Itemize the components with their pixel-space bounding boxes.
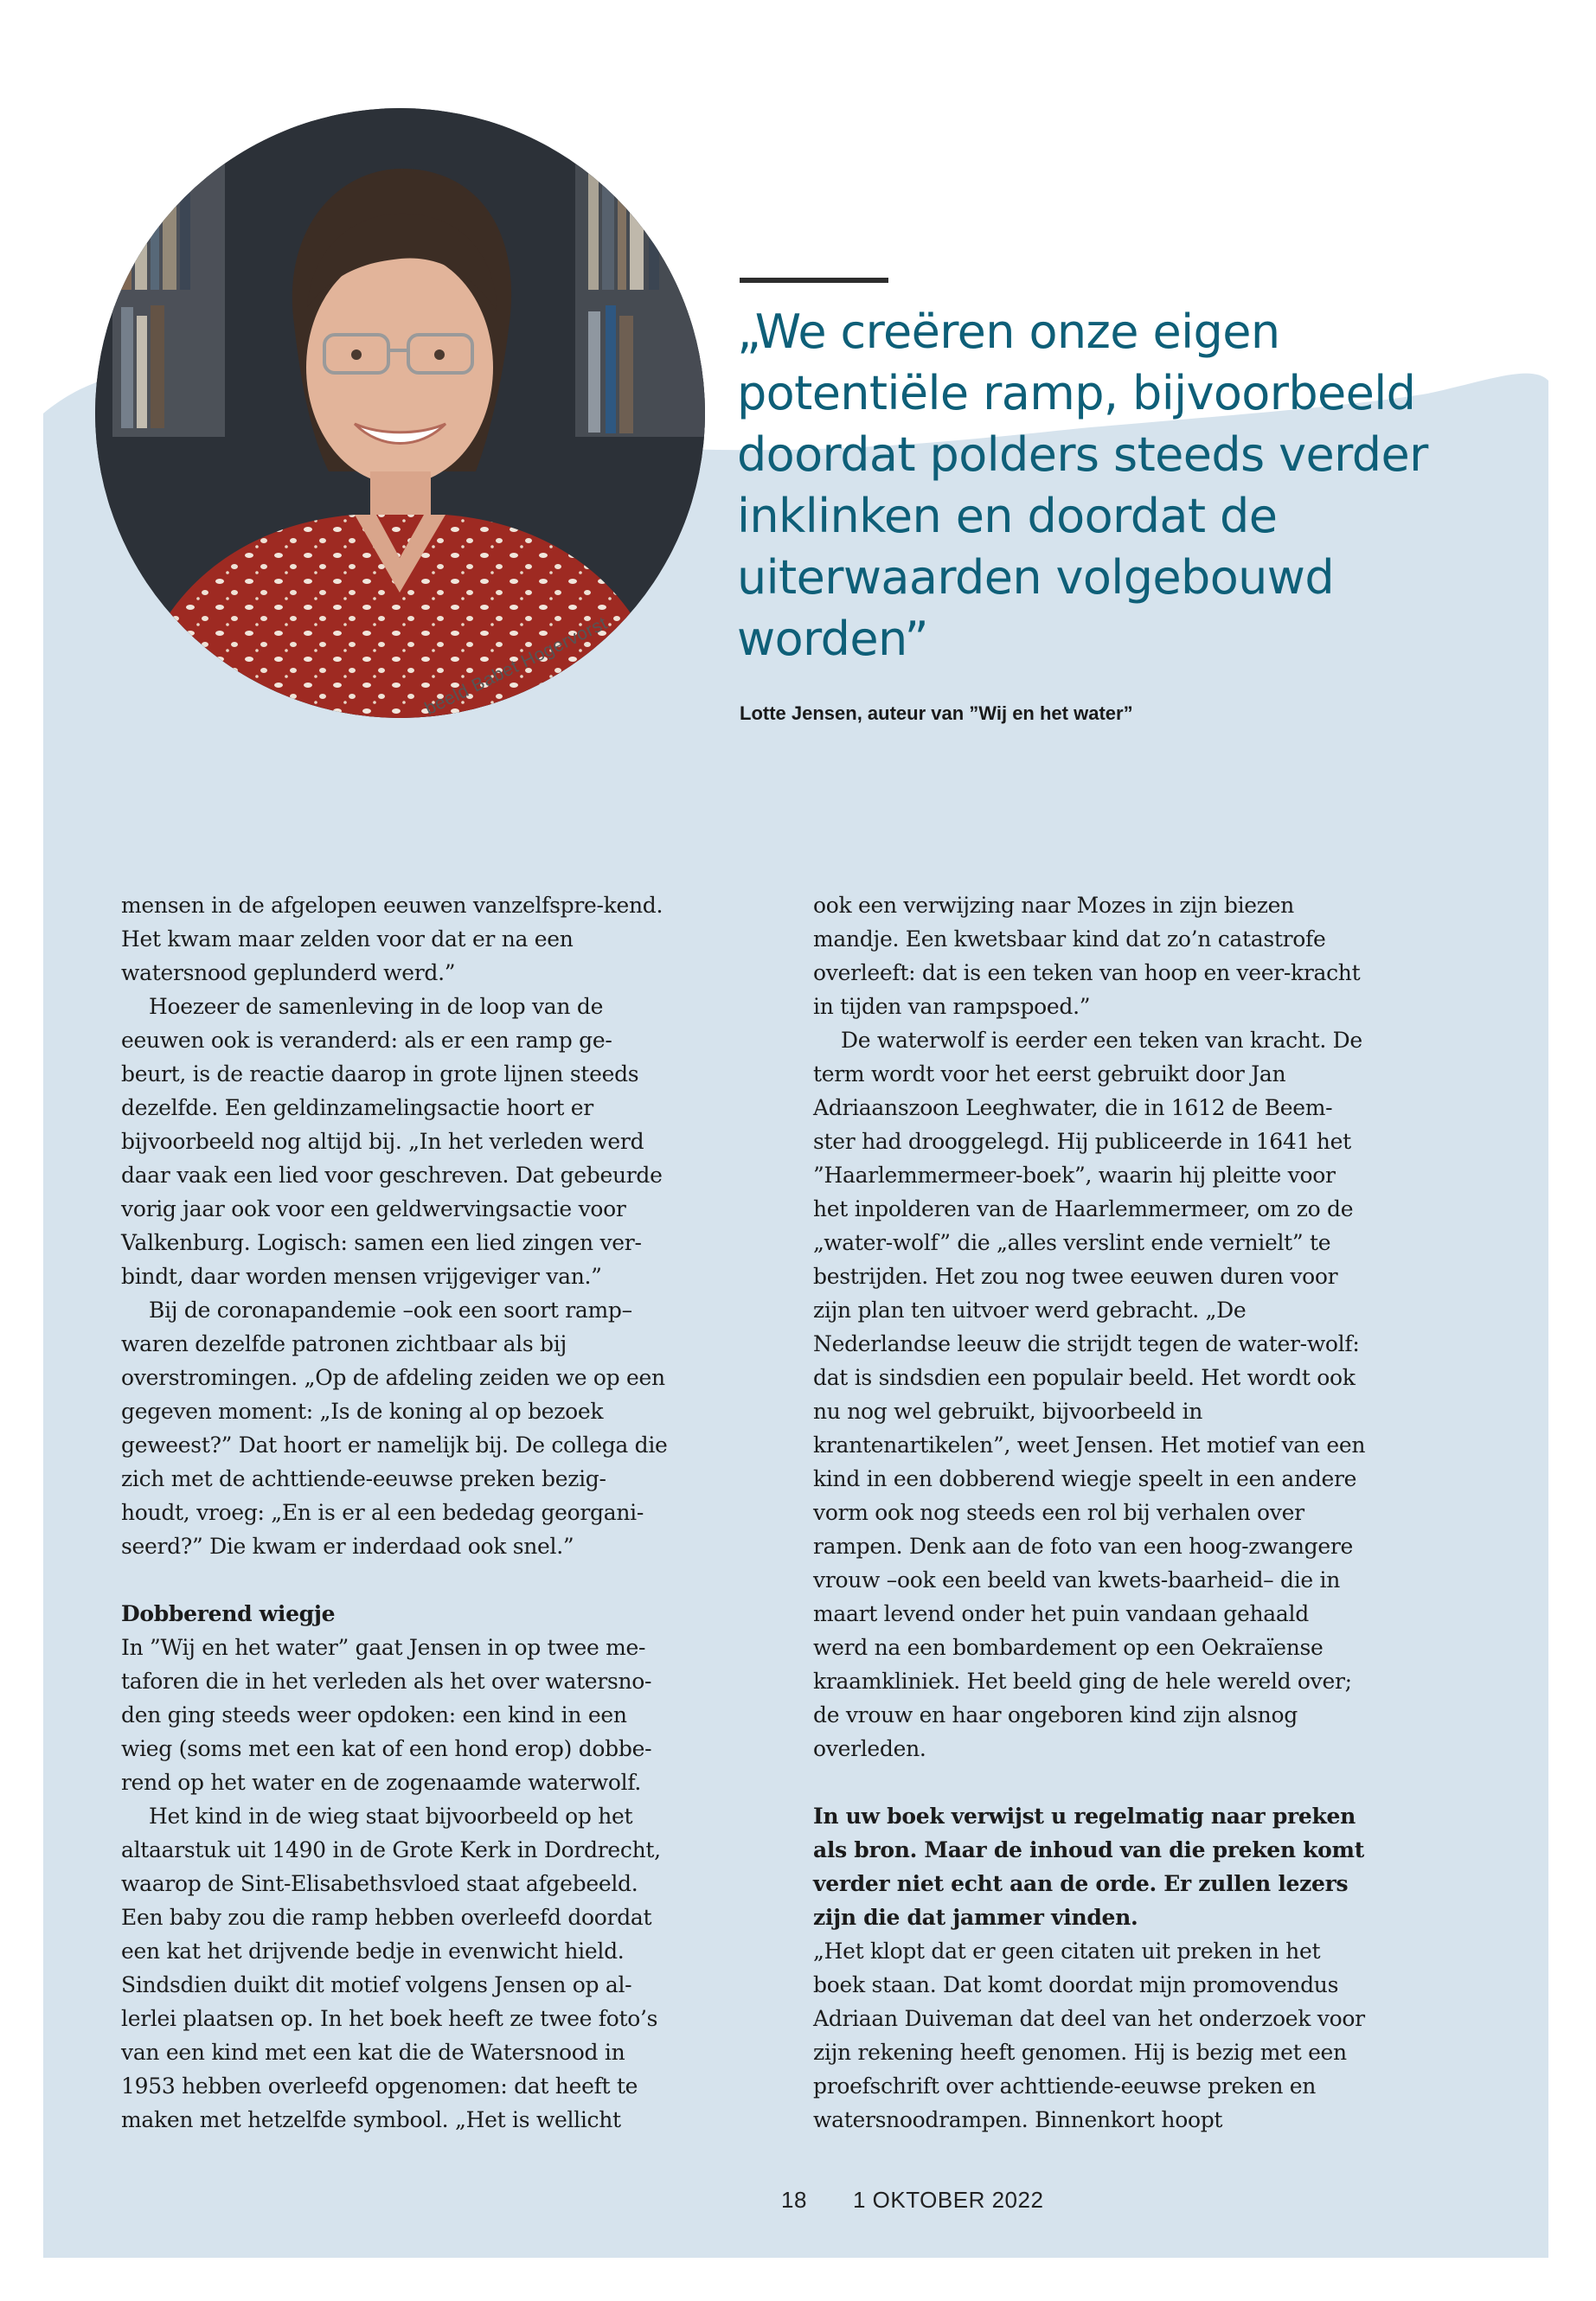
paragraph-spacer <box>121 1563 675 1597</box>
pull-quote: „We creëren onze eigen potentiële ramp, bijvoorbeeld doordat polders steeds verder inklinken en doordat de uiterwaarden volgebouwd worden” <box>737 304 1428 666</box>
paragraph: „Het klopt dat er geen citaten uit preken in het boek staan. Dat komt doordat mijn promovendus Adriaan Duiveman dat deel van het onderzoek voor zijn rekening heeft genomen. Hij is bezig met een proefschrift over achttiende-eeuwse preken en watersnoodrampen. Binnenkort hoopt <box>813 1939 1365 2132</box>
issue-date: 1 OKTOBER 2022 <box>853 2187 1044 2213</box>
portrait-illustration <box>95 108 705 718</box>
paragraph: Hoezeer de samenleving in de loop van de eeuwen ook is veranderd: als er een ramp ge-beurt, is de reactie daarop in grote lijnen steeds dezelfde. Een geldinzamelingsactie hoort er bijvoorbeeld nog altijd bij. „In het verleden werd daar vaak een lied voor geschreven. Dat gebeurde vorig jaar ook voor een geldwervingsactie voor Valkenburg. Logisch: samen een lied zingen ver-bindt, daar worden mensen vrijgeviger van.” <box>121 994 663 1289</box>
author-portrait <box>95 108 705 718</box>
paragraph: mensen in de afgelopen eeuwen vanzelfspre-kend. Het kwam maar zelden voor dat er na een watersnood geplunderd werd.” <box>121 893 663 985</box>
page-number: 18 <box>781 2187 807 2213</box>
paragraph: Het kind in de wieg staat bijvoorbeeld op het altaarstuk uit 1490 in de Grote Kerk in Dordrecht, waarop de Sint-Elisabethsvloed staat afgebeeld. Een baby zou die ramp hebben overleefd doordat een kat het drijvende bedje in evenwicht hield. Sindsdien duikt dit motief volgens Jensen op al-lerlei plaatsen op. In het boek heeft ze twee foto’s van een kind met een kat die de Watersnood in 1953 hebben overleefd opgenomen: dat heeft te maken met hetzelfde symbool. „Het is wellicht <box>121 1804 661 2132</box>
paragraph: In ”Wij en het water” gaat Jensen in op twee me-taforen die in het verleden als het over watersno-den ging steeds weer opdoken: een kind in een wieg (soms met een kat of een hond erop) dobbe-rend op het water en de zogenaamde waterwolf. <box>121 1635 652 1795</box>
section-heading: Dobberend wiegje <box>121 1601 336 1626</box>
paragraph-spacer <box>813 1766 1367 1799</box>
photo-credit: beeld Babet Hogervorst <box>421 612 611 720</box>
paragraph: ook een verwijzing naar Mozes in zijn biezen mandje. Een kwetsbaar kind dat zo’n catastrofe overleeft: dat is een teken van hoop en veer-kracht in tijden van rampspoed.” <box>813 893 1361 1019</box>
interview-question: In uw boek verwijst u regelmatig naar preken als bron. Maar de inhoud van die preken komt verder niet echt aan de orde. Er zullen lezers zijn die dat jammer vinden. <box>813 1804 1364 1930</box>
quote-divider <box>740 278 888 283</box>
article-column-left <box>121 888 675 2137</box>
paragraph: Bij de coronapandemie –ook een soort ramp– waren dezelfde patronen zichtbaar als bij overstromingen. „Op de afdeling zeiden we op een gegeven moment: „Is de koning al op bezoek geweest?” Dat hoort er namelijk bij. De collega die zich met de achttiende-eeuwse preken bezig-houdt, vroeg: „En is er al een bededag georgani-seerd?” Die kwam er inderdaad ook snel.” <box>121 1298 668 1559</box>
paragraph: De waterwolf is eerder een teken van kracht. De term wordt voor het eerst gebruikt door Jan Adriaanszoon Leeghwater, die in 1612 de Beem-ster had drooggelegd. Hij publiceerde in 1641 het ”Haarlemmermeer-boek”, waarin hij pleitte voor het inpolderen van de Haarlemmermeer, om zo de „water-wolf” die „alles verslint ende vernielt” te bestrijden. Het zou nog twee eeuwen duren voor zijn plan ten uitvoer werd gebracht. „De Nederlandse leeuw die strijdt tegen de water-wolf: dat is sindsdien een populair beeld. Het wordt ook nu nog wel gebruikt, bijvoorbeeld in krantenartikelen”, weet Jensen. Het motief van een kind in een dobberend wiegje speelt in een andere vorm ook nog steeds een rol bij verhalen over rampen. Denk aan de foto van een hoog-zwangere vrouw –ook een beeld van kwets-baarheid– die in maart levend onder het puin vandaan gehaald werd na een bombardement op een Oekraïense kraamkliniek. Het beeld ging de hele wereld over; de vrouw en haar ongeboren kind zijn alsnog overleden. <box>813 1028 1366 1761</box>
article-column-right <box>813 888 1367 2137</box>
quote-attribution: Lotte Jensen, auteur van ”Wij en het water” <box>740 702 1133 724</box>
